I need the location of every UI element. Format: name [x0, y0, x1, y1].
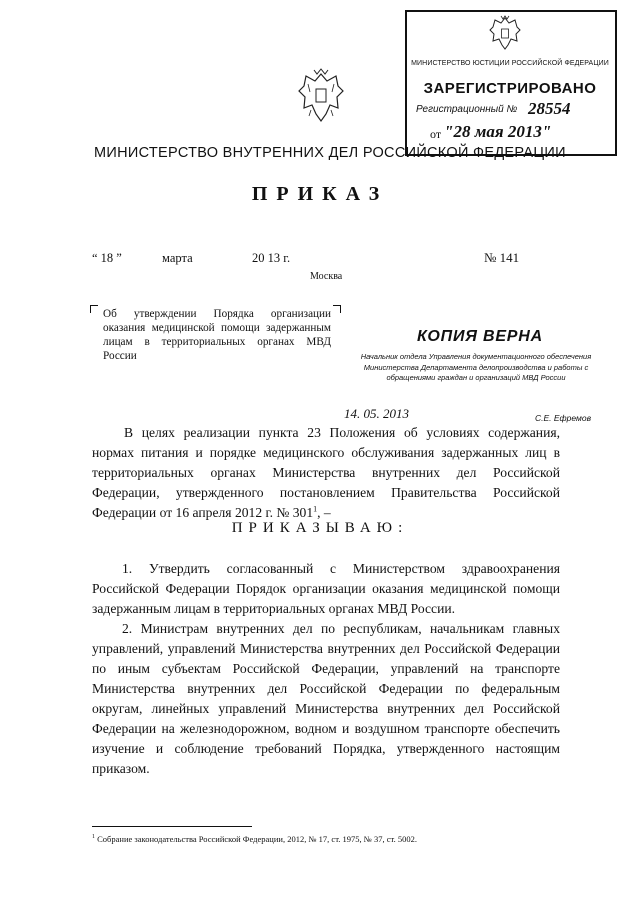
order-subject: Об утверждении Порядка организации оказания медицинской помощи задержанным лицам в территориальных органах МВД России — [103, 308, 331, 362]
copy-stamp-title: КОПИЯ ВЕРНА — [416, 328, 543, 345]
subject-bracket-left — [90, 305, 98, 313]
registration-number-label: Регистрационный № — [416, 104, 518, 115]
coat-of-arms-icon — [296, 66, 346, 126]
footnote-reference: 1 — [313, 504, 318, 514]
preamble-paragraph — [92, 423, 560, 523]
ministry-name: МИНИСТЕРСТВО ВНУТРЕННИХ ДЕЛ РОССИЙСКОЙ ФЕДЕРАЦИИ — [94, 145, 566, 161]
order-item-1: 1. Утвердить согласованный с Министерством здравоохранения Российской Федерации Порядок организации оказания медицинской помощи задержанным лицам в территориальных органах МВД России. — [92, 561, 560, 616]
subject-bracket-right — [333, 305, 341, 313]
registration-ministry: МИНИСТЕРСТВО ЮСТИЦИИ РОССИЙСКОЙ ФЕДЕРАЦИИ — [411, 60, 609, 67]
preamble-text: В целях реализации пункта 23 Положения об условиях содержания, нормах питания и порядке медицинского обслуживания задержанных лиц в территориальных органах Министерства внутренних дел Российской Федерации, утвержденного постановлением Правительства Российской Федерации от 16 апреля 2012 г. № 301 — [92, 425, 560, 520]
order-number: № 141 — [484, 250, 520, 265]
order-city: Москва — [310, 271, 343, 282]
footnote-divider — [92, 826, 252, 827]
footnote-mark: 1 — [92, 834, 95, 841]
order-month: марта — [162, 251, 193, 265]
registration-number: 28554 — [528, 99, 571, 118]
footnote — [92, 834, 417, 844]
order-day: “ 18 ” — [92, 251, 122, 265]
copy-stamp-date: 14. 05. 2013 — [344, 406, 409, 421]
registration-date-prefix: от — [430, 127, 442, 141]
registration-date: "28 мая 2013" — [444, 122, 552, 141]
footnote-text: Собрание законодательства Российской Федерации, 2012, № 17, ст. 1975, № 37, ст. 5002. — [97, 834, 417, 844]
document-title: ПРИКАЗ — [251, 183, 389, 205]
order-year: 20 13 г. — [252, 251, 291, 265]
state-emblem-icon — [487, 14, 523, 52]
directive-heading: ПРИКАЗЫВАЮ: — [231, 520, 409, 536]
registration-title: ЗАРЕГИСТРИРОВАНО — [423, 80, 597, 97]
copy-stamp-text: Начальник отдела Управления документационного обеспечения Министерства Департамента делопроизводства и работы с обращениями граждан и организаций МВД России — [360, 352, 592, 382]
preamble-end: , – — [317, 505, 331, 520]
copy-stamp-signer: С.Е. Ефремов — [535, 413, 592, 423]
order-item-2: 2. Министрам внутренних дел по республикам, начальникам главных управлений, управлений Министерства внутренних дел Российской Федерации по иным субъектам Российской Федерации, управлений на транспорте Министерства внутренних дел Российской Федерации по федеральным округам, линейных управлений Министерства внутренних дел Российской Федерации на железнодорожном, водном и воздушном транспорте обеспечить изучение и соблюдение требований Порядка, утвержденного настоящим приказом. — [92, 621, 560, 776]
